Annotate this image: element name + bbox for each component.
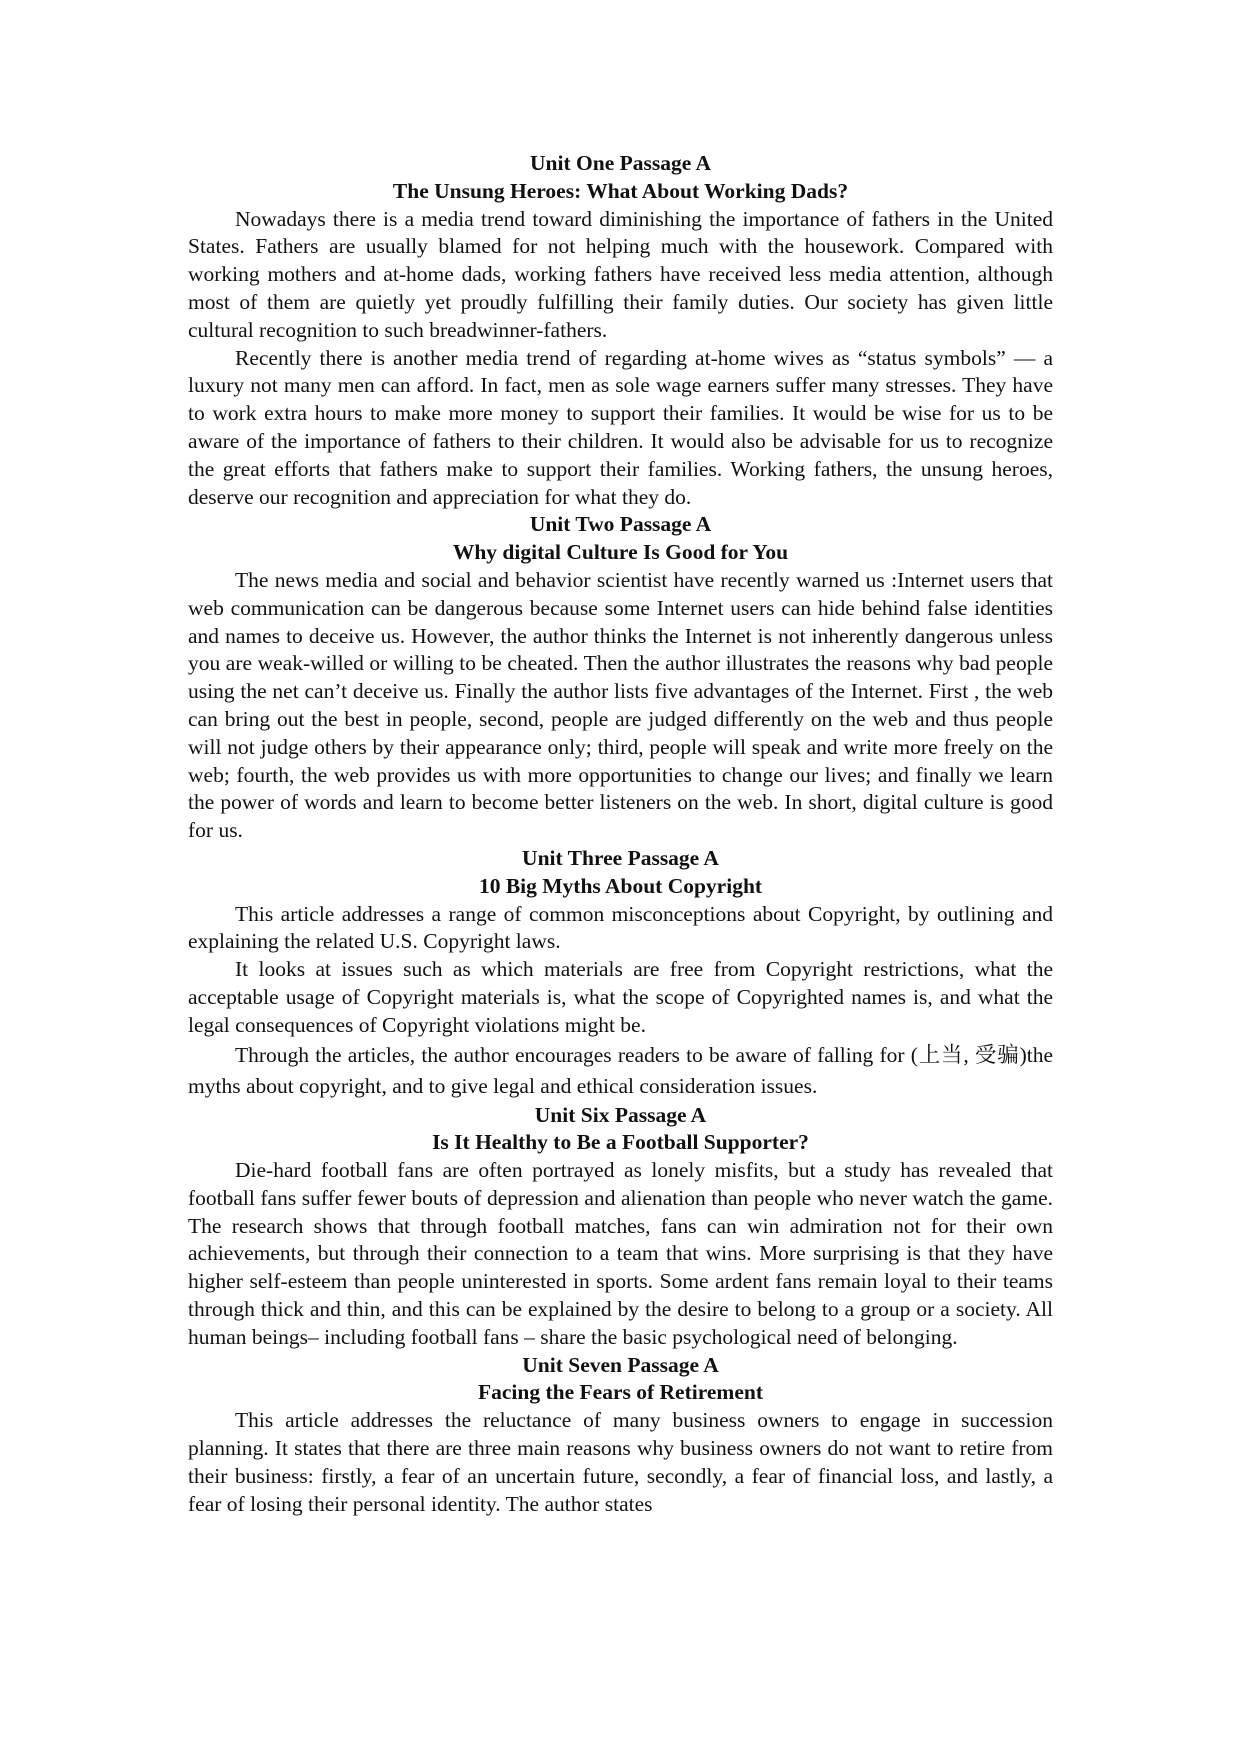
paragraph: Die-hard football fans are often portrayed as lonely misfits, but a study has revealed that football fans suffer fewer bouts of depression and alienation than people who never watch the game. The research shows that through football matches, fans can win admiration not for their own achievements, but through their connection to a team that wins. More surprising is that they have higher self-esteem than people uninterested in sports. Some ardent fans remain loyal to their teams through thick and thin, and this can be explained by the desire to belong to a group or a society. All human beings– including football fans – share the basic psychological need of belonging.: [188, 1158, 1053, 1349]
passage-title: Facing the Fears of Retirement: [478, 1380, 763, 1405]
section-unit-two: [188, 511, 1053, 845]
passage-title: 10 Big Myths About Copyright: [478, 873, 763, 898]
paragraph: Through the articles, the author encourages readers to be aware of falling for (上当, 受骗)the myths about copyright, and to give legal and ethical consideration issues.: [188, 1042, 1053, 1098]
section-unit-six: [188, 1102, 1053, 1352]
passage-title: The Unsung Heroes: What About Working Dads?: [392, 178, 849, 203]
unit-heading: Unit Seven Passage A: [522, 1352, 719, 1377]
unit-heading: Unit Three Passage A: [522, 845, 719, 870]
paragraph: The news media and social and behavior scientist have recently warned us :Internet users that web communication can be dangerous because some Internet users can hide behind false identities and names to deceive us. However, the author thinks the Internet is not inherently dangerous unless you are weak-willed or willing to be cheated. Then the author illustrates the reasons why bad people using the net can’t deceive us. Finally the author lists five advantages of the Internet. First , the web can bring out the best in people, second, people are judged differently on the web and thus people will not judge others by their appearance only; third, people will speak and write more freely on the web; fourth, the web provides us with more opportunities to change our lives; and finally we learn the power of words and learn to become better listeners on the web. In short, digital culture is good for us.: [188, 567, 1053, 843]
unit-heading: Unit Two Passage A: [529, 512, 712, 537]
section-unit-one: [188, 150, 1053, 511]
passage-title: Is It Healthy to Be a Football Supporter?: [432, 1130, 809, 1155]
paragraph: It looks at issues such as which materials are free from Copyright restrictions, what the acceptable usage of Copyright materials is, what the scope of Copyrighted names is, and what the legal consequences of Copyright violations might be.: [188, 957, 1053, 1037]
paragraph: Nowadays there is a media trend toward diminishing the importance of fathers in the United States. Fathers are usually blamed for not helping much with the housework. Compared with working mothers and at-home dads, working fathers have received less media attention, although most of them are quietly yet proudly fulfilling their family duties. Our society has given little cultural recognition to such breadwinner-fathers.: [188, 206, 1053, 342]
section-unit-seven: [188, 1352, 1053, 1519]
section-unit-three: [188, 845, 1053, 1102]
unit-heading: Unit One Passage A: [530, 151, 711, 175]
unit-heading: Unit Six Passage A: [534, 1102, 707, 1127]
paragraph: This article addresses a range of common misconceptions about Copyright, by outlining and explaining the related U.S. Copyright laws.: [188, 901, 1053, 954]
paragraph: Recently there is another media trend of regarding at-home wives as “status symbols” — a luxury not many men can afford. In fact, men as sole wage earners suffer many stresses. They have to work extra hours to make more money to support their families. It would be wise for us to be aware of the importance of fathers to their children. It would also be advisable for us to recognize the great efforts that fathers make to support their families. Working fathers, the unsung heroes, deserve our recognition and appreciation for what they do.: [188, 345, 1053, 509]
passage-title: Why digital Culture Is Good for You: [452, 540, 789, 565]
document-page: [188, 150, 1053, 1518]
paragraph: This article addresses the reluctance of many business owners to engage in succession planning. It states that there are three main reasons why business owners do not want to retire from their business: firstly, a fear of an uncertain future, secondly, a fear of financial loss, and lastly, a fear of losing their personal identity. The author states: [188, 1408, 1053, 1516]
